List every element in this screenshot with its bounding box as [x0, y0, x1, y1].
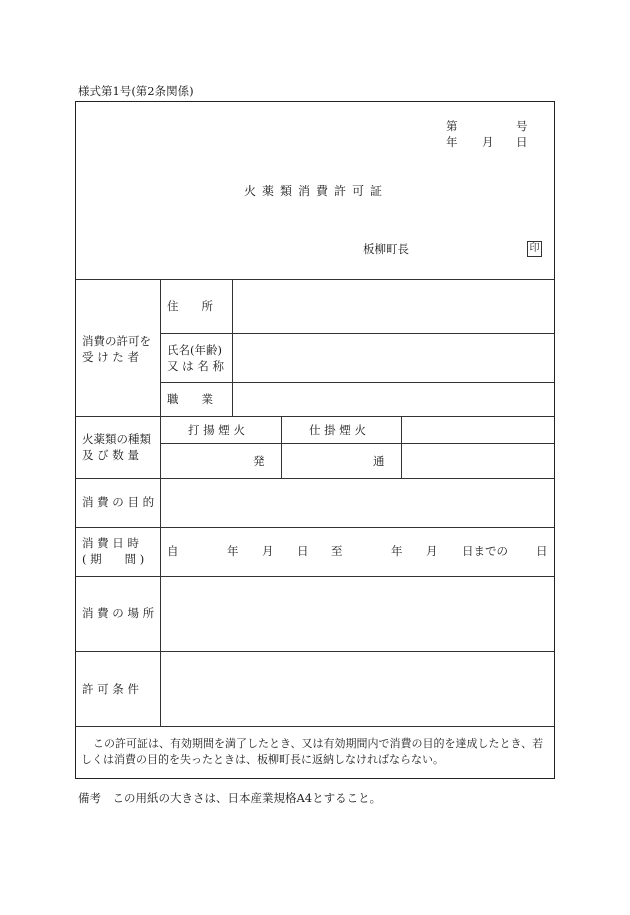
- date-from-year: 年: [227, 544, 239, 558]
- divider-purpose: [76, 527, 554, 528]
- issue-month: 月: [482, 135, 494, 149]
- datetime-label-line1: 消 費 日 時: [82, 536, 139, 550]
- number-suffix: 号: [516, 119, 528, 133]
- issue-year: 年: [446, 135, 458, 149]
- explosives-divider-2: [401, 416, 402, 478]
- divider-address: [160, 333, 554, 334]
- number-prefix: 第: [446, 119, 458, 133]
- unit-hatsu: 発: [253, 454, 265, 468]
- fireworks-set-label: 仕 掛 煙 火: [309, 423, 366, 437]
- divider-header: [76, 279, 554, 280]
- issue-day: 日: [516, 135, 528, 149]
- issuer-name: 板柳町長: [363, 242, 409, 256]
- explosives-label-line1: 火薬類の種類: [82, 432, 151, 446]
- datetime-label-line2: ( 期 間 ): [82, 552, 145, 566]
- divider-fireworks: [160, 443, 554, 444]
- label-column-divider: [160, 279, 161, 726]
- permit-holder-label-line1: 消費の許可を: [82, 334, 151, 348]
- place-label: 消 費 の 場 所: [82, 606, 155, 620]
- purpose-label: 消 費 の 目 的: [82, 495, 155, 509]
- permit-holder-label-line2: 受 け た 者: [82, 350, 139, 364]
- date-from-day: 日: [297, 544, 309, 558]
- divider-datetime: [76, 576, 554, 577]
- date-to-month: 月: [426, 544, 438, 558]
- return-notice: この許可証は、有効期間を満了したとき、又は有効期間内で消費の目的を達成したとき、若しくは消費の目的を失ったときは、板柳町長に返納しなければならない。: [81, 737, 544, 766]
- divider-place: [76, 651, 554, 652]
- unit-tsu: 通: [373, 454, 385, 468]
- seal-mark: 印: [527, 241, 542, 257]
- fireworks-aerial-label: 打 揚 煙 火: [188, 423, 245, 437]
- conditions-label: 許 可 条 件: [82, 682, 139, 696]
- occupation-label: 職 業: [167, 392, 213, 406]
- date-to-year: 年: [391, 544, 403, 558]
- date-to: 至: [331, 544, 343, 558]
- remarks-note: 備考 この用紙の大きさは、日本産業規格A4とすること。: [78, 791, 382, 805]
- date-from: 自: [167, 544, 179, 558]
- date-until: 日までの: [462, 544, 508, 558]
- address-label: 住 所: [167, 299, 213, 313]
- date-days: 日: [536, 544, 548, 558]
- divider-explosives: [76, 478, 554, 479]
- divider-name: [160, 382, 554, 383]
- name-label-line1: 氏名(年齢): [167, 343, 222, 357]
- divider-conditions: [76, 726, 554, 727]
- permit-form-frame: [75, 101, 555, 779]
- holder-subcolumn-divider: [232, 279, 233, 416]
- form-number-title: 様式第1号(第2条関係): [78, 84, 194, 98]
- date-from-month: 月: [262, 544, 274, 558]
- explosives-label-line2: 及 び 数 量: [82, 448, 139, 462]
- divider-holder: [76, 416, 554, 417]
- document-title: 火薬類消費許可証: [243, 184, 388, 198]
- name-label-line2: 又 は 名 称: [167, 359, 224, 373]
- explosives-divider-1: [281, 416, 282, 478]
